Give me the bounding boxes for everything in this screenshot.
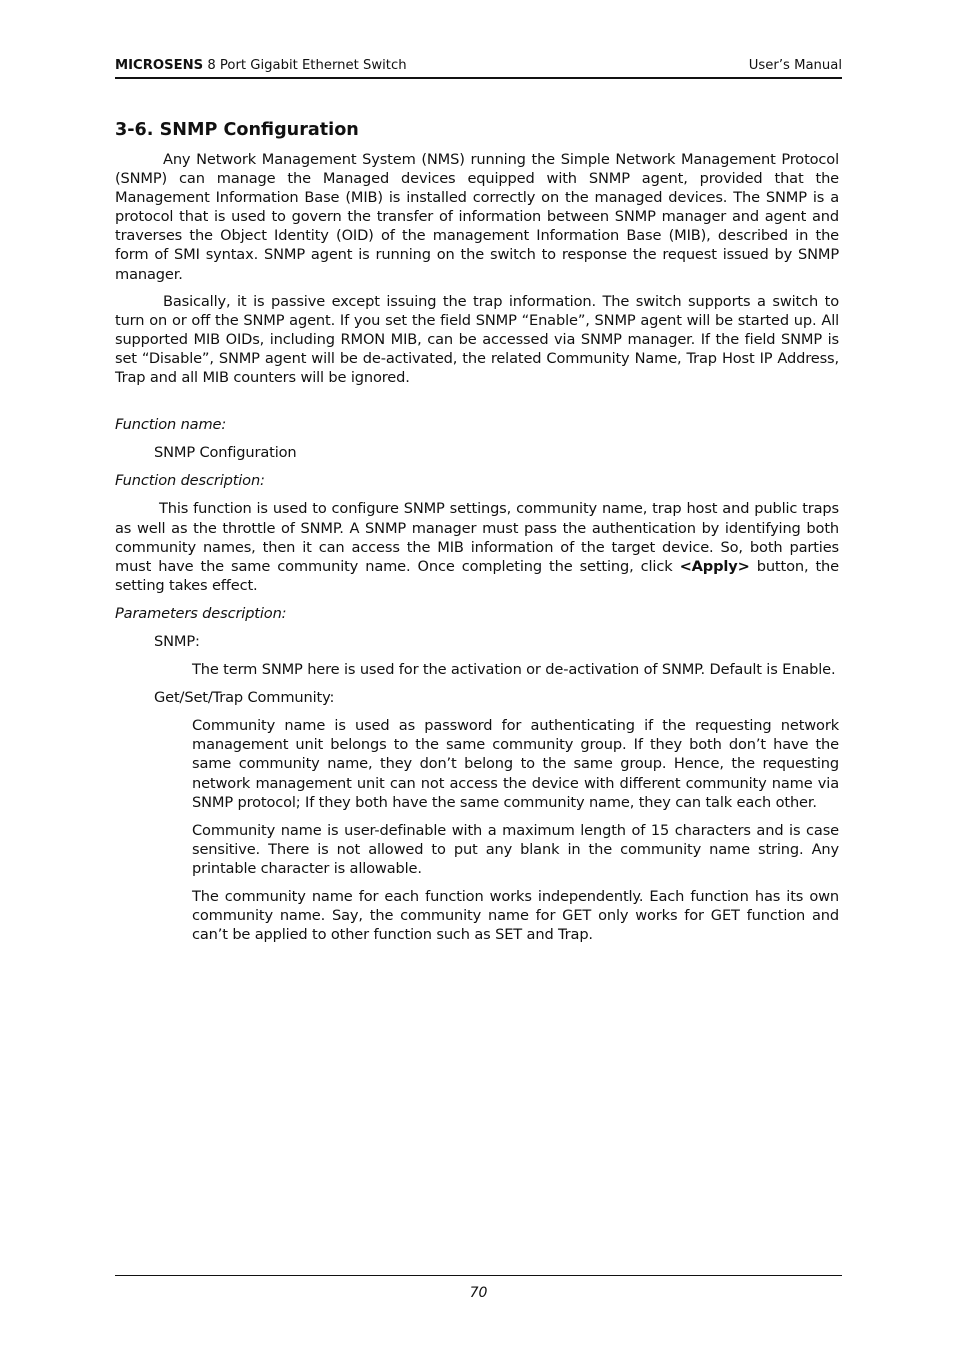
function-description-after: button, the setting takes effect. <box>115 557 839 594</box>
intro-paragraph-2: Basically, it is passive except issuing the trap information. The switch supports a switch to turn on or off the SNMP agent. If you set the field SNMP “Enable”, SNMP agent will be started up. All supported MIB OIDs, including RMON MIB, can be accessed via SNMP manager. If the field SNMP is set “Disable”, SNMP agent will be de-activated, the related Community Name, Trap Host IP Address, Trap and all MIB counters will be ignored. <box>115 292 839 387</box>
parameters-description-label: Parameters description: <box>115 604 287 622</box>
document-body <box>115 150 839 944</box>
function-name-value: SNMP Configuration <box>154 444 297 462</box>
function-description-before: This function is used to configure SNMP settings, community name, trap host and public traps as well as the throttle of SNMP. A SNMP manager must pass the authentication by identifying both community names, then it can access the MIB information of the target device. So, both parties must have the same community name. Once completing the setting, click <box>115 500 839 575</box>
page-header <box>115 57 842 79</box>
function-description-text <box>115 499 839 594</box>
section-title: 3-6. SNMP Configuration <box>115 120 359 140</box>
footer-rule <box>115 1275 842 1276</box>
param-community-term: Get/Set/Trap Community: <box>154 689 335 707</box>
function-name-label: Function name: <box>115 416 227 434</box>
param-community-desc-3: The community name for each function works independently. Each function has its own community name. Say, the community name for GET only works for GET function and can’t be applied to other function such as SET and Trap. <box>192 888 839 944</box>
param-snmp-term: SNMP: <box>154 632 200 650</box>
param-snmp-desc: The term SNMP here is used for the activation or de-activation of SNMP. Default is Enable. <box>192 661 836 679</box>
header-manual-label: User’s Manual <box>748 58 842 73</box>
param-community-desc-1: Community name is used as password for authenticating if the requesting network management unit belongs to the same community group. If they both don’t have the same community name, they don’t belong to the same group. Hence, the requesting network management unit can not access the device with different community name via SNMP protocol; If they both have the same community name, they can talk each other. <box>192 717 839 811</box>
intro-paragraph-1: Any Network Management System (NMS) running the Simple Network Management Protocol (SNMP) can manage the Managed devices equipped with SNMP agent, provided that the Management Information Base (MIB) is installed correctly on the managed devices. The SNMP is a protocol that is used to govern the transfer of information between SNMP manager and agent and traverses the Object Identity (OID) of the management Information Base (MIB), described in the form of SMI syntax. SNMP agent is running on the switch to response the request issued by SNMP manager. <box>115 151 839 283</box>
apply-button-reference: <Apply> <box>679 557 750 575</box>
function-description-label: Function description: <box>115 472 265 490</box>
page-number: 70 <box>469 1285 488 1301</box>
header-product-title <box>115 57 407 75</box>
header-product: 8 Port Gigabit Ethernet Switch <box>203 58 407 73</box>
param-community-desc-2: Community name is user-definable with a maximum length of 15 characters and is case sensitive. There is not allowed to put any blank in the community name string. Any printable character is allowable. <box>192 821 839 877</box>
header-brand: MICROSENS <box>115 58 204 73</box>
